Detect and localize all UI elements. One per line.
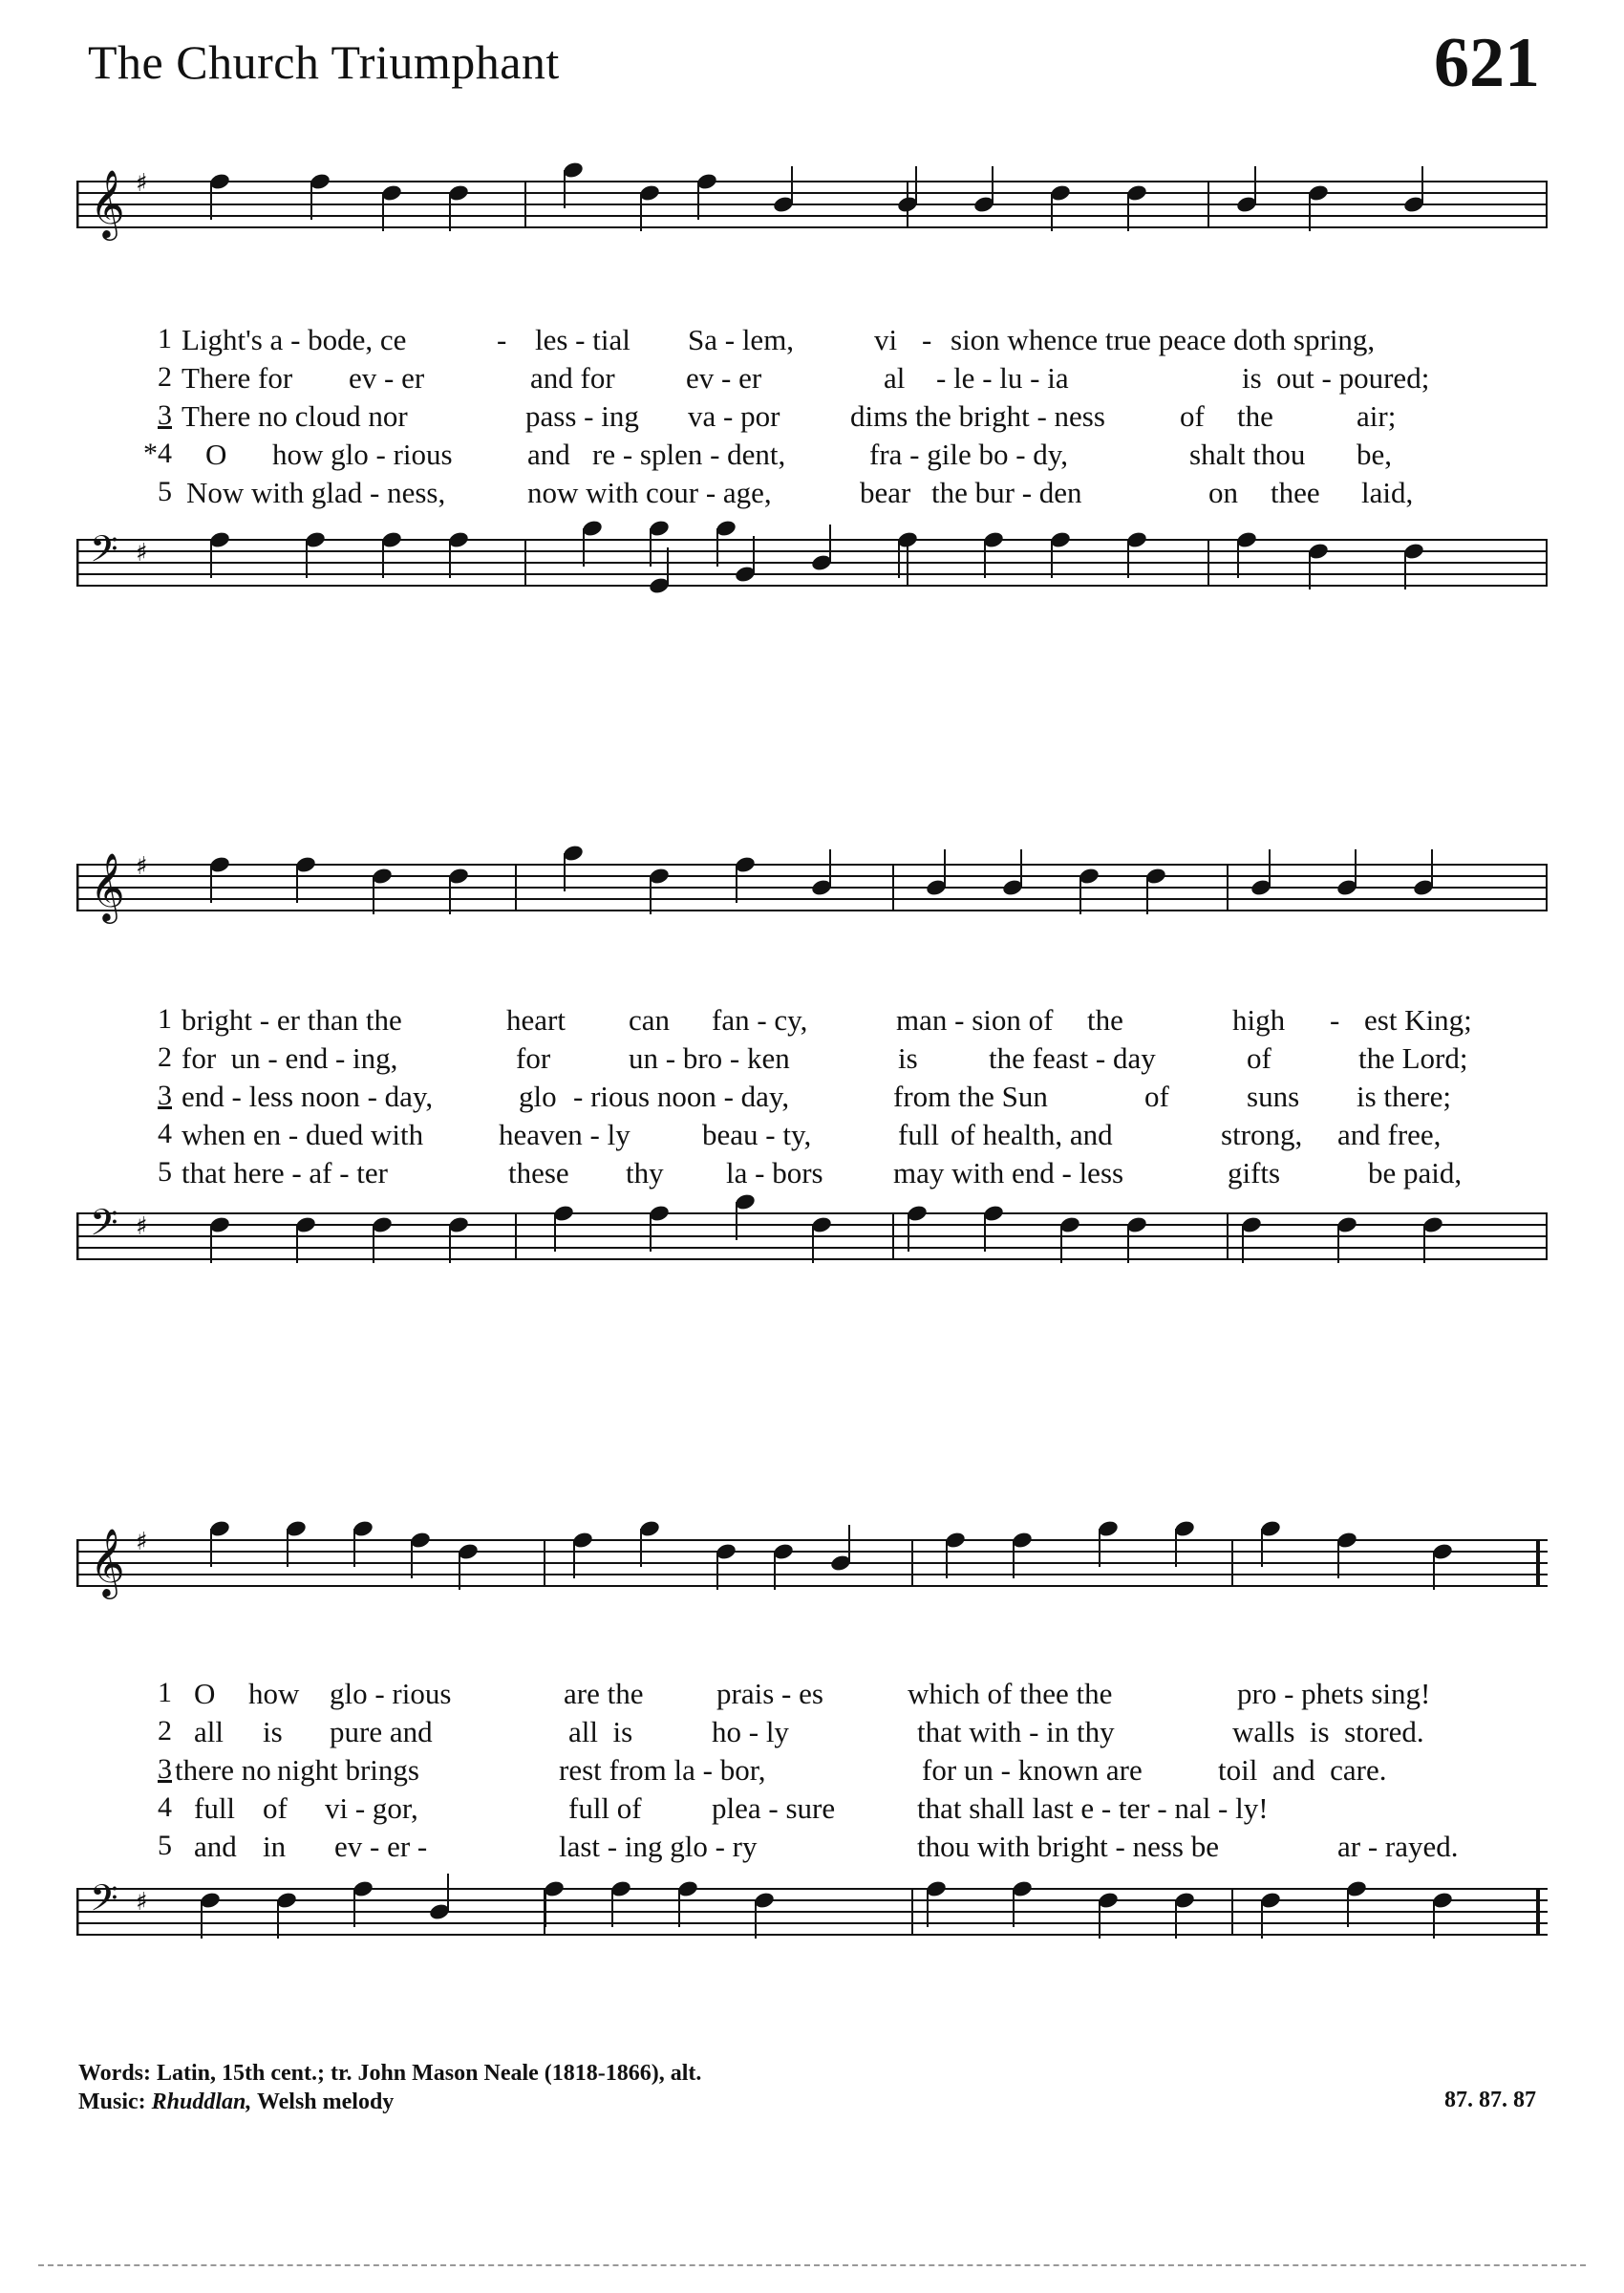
bass-staff-3	[76, 1860, 1548, 2013]
treble-clef-icon: 𝄞	[90, 851, 125, 921]
lyric: les - tial	[535, 323, 630, 356]
verse-number: 3	[158, 399, 172, 431]
verse-line	[76, 361, 1548, 399]
page-edge-rule	[38, 2264, 1586, 2267]
bass-clef-icon: 𝄢	[90, 527, 118, 579]
lyric: toil and care.	[1218, 1753, 1387, 1787]
lyric: glo	[519, 1080, 557, 1113]
lyric: of	[1144, 1080, 1169, 1113]
lyric: beau - ty,	[702, 1118, 812, 1151]
lyric: of	[1180, 399, 1205, 433]
verse-line	[76, 1118, 1548, 1156]
lyric: ev - er -	[334, 1830, 428, 1863]
lyric: fra - gile bo - dy,	[869, 438, 1069, 471]
lyric: ho - ly	[712, 1715, 789, 1748]
lyric: pro - phets sing!	[1237, 1677, 1431, 1710]
lyric: is	[263, 1715, 283, 1748]
credits	[78, 2059, 701, 2116]
lyric: are the	[564, 1677, 644, 1710]
lyric: air;	[1357, 399, 1397, 433]
lyric: heaven - ly	[499, 1118, 630, 1151]
lyric: the	[1237, 399, 1273, 433]
verse-number: 1	[158, 1677, 172, 1708]
lyric: plea - sure	[712, 1791, 836, 1825]
verse-line	[76, 1080, 1548, 1118]
lyric: last - ing glo - ry	[559, 1830, 758, 1863]
words-credit	[78, 2059, 701, 2088]
verse-number: 1	[158, 1003, 172, 1035]
lyric: There for	[182, 361, 293, 395]
lyric: ev - er	[686, 361, 762, 395]
verse-number: 2	[158, 1715, 172, 1747]
hymn-number: 621	[1434, 24, 1540, 102]
bass-staff-1	[76, 511, 1548, 664]
key-sharp-icon: ♯	[136, 852, 148, 881]
music-label: Music:	[78, 2089, 146, 2114]
lyric: rest from la - bor,	[559, 1753, 766, 1787]
lyric: Now with glad - ness,	[186, 476, 446, 509]
lyric: of	[1247, 1041, 1271, 1075]
lyric: est King;	[1364, 1003, 1472, 1037]
lyric: thou with bright - ness be	[917, 1830, 1219, 1863]
treble-staff-2	[76, 836, 1548, 989]
lyric: for un - end - ing,	[182, 1041, 398, 1075]
lyric: prais - es	[716, 1677, 823, 1710]
lyric: all	[194, 1715, 224, 1748]
lyric: strong,	[1221, 1118, 1303, 1151]
verse-line	[76, 476, 1548, 514]
lyric: There no cloud nor	[182, 399, 408, 433]
words-text: Latin, 15th cent.; tr. John Mason Neale (1818-1866), alt.	[157, 2061, 702, 2086]
lyric: and for	[530, 361, 615, 395]
key-sharp-icon: ♯	[136, 539, 148, 568]
treble-clef-icon: 𝄞	[90, 1527, 125, 1597]
lyric: - rious noon - day,	[573, 1080, 790, 1113]
music-tune: Rhuddlan,	[151, 2089, 252, 2114]
lyric: how	[248, 1677, 300, 1710]
verse-line	[76, 1753, 1548, 1791]
lyric: that here - af - ter	[182, 1156, 389, 1189]
lyric: the feast - day	[989, 1041, 1156, 1075]
lyric: is	[898, 1041, 918, 1075]
lyric: the Lord;	[1358, 1041, 1468, 1075]
lyric: how glo - rious	[272, 438, 453, 471]
verse-line	[76, 323, 1548, 361]
lyric: va - por	[688, 399, 780, 433]
lyric: shalt thou	[1189, 438, 1306, 471]
lyric: and	[527, 438, 570, 471]
lyric: ar - rayed.	[1337, 1830, 1459, 1863]
bass-staff-2	[76, 1185, 1548, 1338]
lyric: high	[1232, 1003, 1286, 1037]
lyric: the bur - den	[931, 476, 1082, 509]
key-sharp-icon: ♯	[136, 1212, 148, 1241]
lyric: for un - known are	[922, 1753, 1143, 1787]
lyric: be paid,	[1368, 1156, 1463, 1189]
key-sharp-icon: ♯	[136, 1888, 148, 1917]
lyric: sion whence true peace doth spring,	[951, 323, 1376, 356]
treble-staff-3	[76, 1511, 1548, 1664]
verse-number: 1	[158, 323, 172, 354]
lyric: glo - rious	[330, 1677, 452, 1710]
lyric: be,	[1357, 438, 1393, 471]
verse-number: 3	[158, 1080, 172, 1111]
verse-number: 4	[158, 1118, 172, 1149]
lyric: -	[922, 323, 932, 356]
lyric: and free,	[1337, 1118, 1442, 1151]
lyric: O	[194, 1677, 216, 1710]
music-credit	[78, 2088, 701, 2116]
key-sharp-icon: ♯	[136, 1528, 148, 1556]
key-sharp-icon: ♯	[136, 169, 148, 198]
treble-clef-icon: 𝄞	[90, 168, 125, 238]
lyric: there no	[175, 1753, 271, 1787]
lyric: suns	[1247, 1080, 1300, 1113]
lyric: thee	[1271, 476, 1320, 509]
lyric: man - sion of	[896, 1003, 1054, 1037]
lyric: on	[1208, 476, 1238, 509]
lyric: un - bro - ken	[629, 1041, 790, 1075]
lyric: full of	[568, 1791, 642, 1825]
verse-number: 5	[158, 1830, 172, 1861]
lyric: bright - er than the	[182, 1003, 402, 1037]
lyric: - le - lu - ia	[936, 361, 1069, 395]
lyric: fan - cy,	[712, 1003, 808, 1037]
lyric: re - splen - dent,	[592, 438, 786, 471]
verse-number: 3	[158, 1753, 172, 1785]
lyric: and	[194, 1830, 237, 1863]
verse-line	[76, 399, 1548, 438]
lyric: that shall last e - ter - nal - ly!	[917, 1791, 1269, 1825]
lyric: gifts	[1228, 1156, 1281, 1189]
lyric: vi - gor,	[325, 1791, 418, 1825]
verse-line	[76, 1003, 1548, 1041]
lyric: the	[1087, 1003, 1123, 1037]
lyric: for	[516, 1041, 551, 1075]
lyric: full	[898, 1118, 940, 1151]
lyric: bear	[860, 476, 911, 509]
treble-staff-1	[76, 153, 1548, 306]
verse-number: 5	[158, 1156, 172, 1188]
lyric: night brings	[277, 1753, 419, 1787]
lyric: now with cour - age,	[527, 476, 772, 509]
verse-number: *4	[143, 438, 172, 469]
verse-line	[76, 1677, 1548, 1715]
lyric: la - bors	[726, 1156, 823, 1189]
verse-number: 4	[158, 1791, 172, 1823]
lyric: pure and	[330, 1715, 433, 1748]
verse-line	[76, 1715, 1548, 1753]
bass-clef-icon: 𝄢	[90, 1876, 118, 1928]
music-text: Welsh melody	[256, 2089, 395, 2114]
lyric: can	[629, 1003, 671, 1037]
lyric: ev - er	[349, 361, 425, 395]
lyric: which of thee the	[908, 1677, 1113, 1710]
verse-number: 5	[158, 476, 172, 507]
lyric: -	[1330, 1003, 1340, 1037]
lyric: O	[205, 438, 227, 471]
words-label: Words:	[78, 2061, 152, 2086]
lyric: al	[884, 361, 906, 395]
verse-number: 2	[158, 361, 172, 393]
lyric: these	[508, 1156, 569, 1189]
lyric: Light's a - bode, ce	[182, 323, 407, 356]
meter: 87. 87. 87	[1444, 2088, 1536, 2112]
verse-number: 2	[158, 1041, 172, 1073]
lyric: pass - ing	[525, 399, 639, 433]
lyric: end - less noon - day,	[182, 1080, 434, 1113]
lyric: full	[194, 1791, 236, 1825]
verse-line	[76, 1041, 1548, 1080]
lyric: is there;	[1357, 1080, 1451, 1113]
lyric: of health, and	[951, 1118, 1113, 1151]
lyric: of	[263, 1791, 288, 1825]
lyric: may with end - less	[893, 1156, 1124, 1189]
lyric: heart	[506, 1003, 566, 1037]
verse-line	[76, 1791, 1548, 1830]
lyric: that with - in thy	[917, 1715, 1115, 1748]
lyric: Sa - lem,	[688, 323, 795, 356]
bass-clef-icon: 𝄢	[90, 1201, 118, 1253]
lyric: when en - dued with	[182, 1118, 424, 1151]
lyric: walls is stored.	[1232, 1715, 1424, 1748]
lyric: vi	[874, 323, 898, 356]
lyric: all is	[568, 1715, 633, 1748]
lyric: in	[263, 1830, 287, 1863]
lyric: thy	[626, 1156, 664, 1189]
lyric: laid,	[1361, 476, 1414, 509]
lyric: -	[497, 323, 507, 356]
lyric: dims the bright - ness	[850, 399, 1105, 433]
page-title: The Church Triumphant	[88, 35, 560, 89]
verse-line	[76, 438, 1548, 476]
lyric: is out - poured;	[1242, 361, 1430, 395]
lyric: from the Sun	[893, 1080, 1048, 1113]
